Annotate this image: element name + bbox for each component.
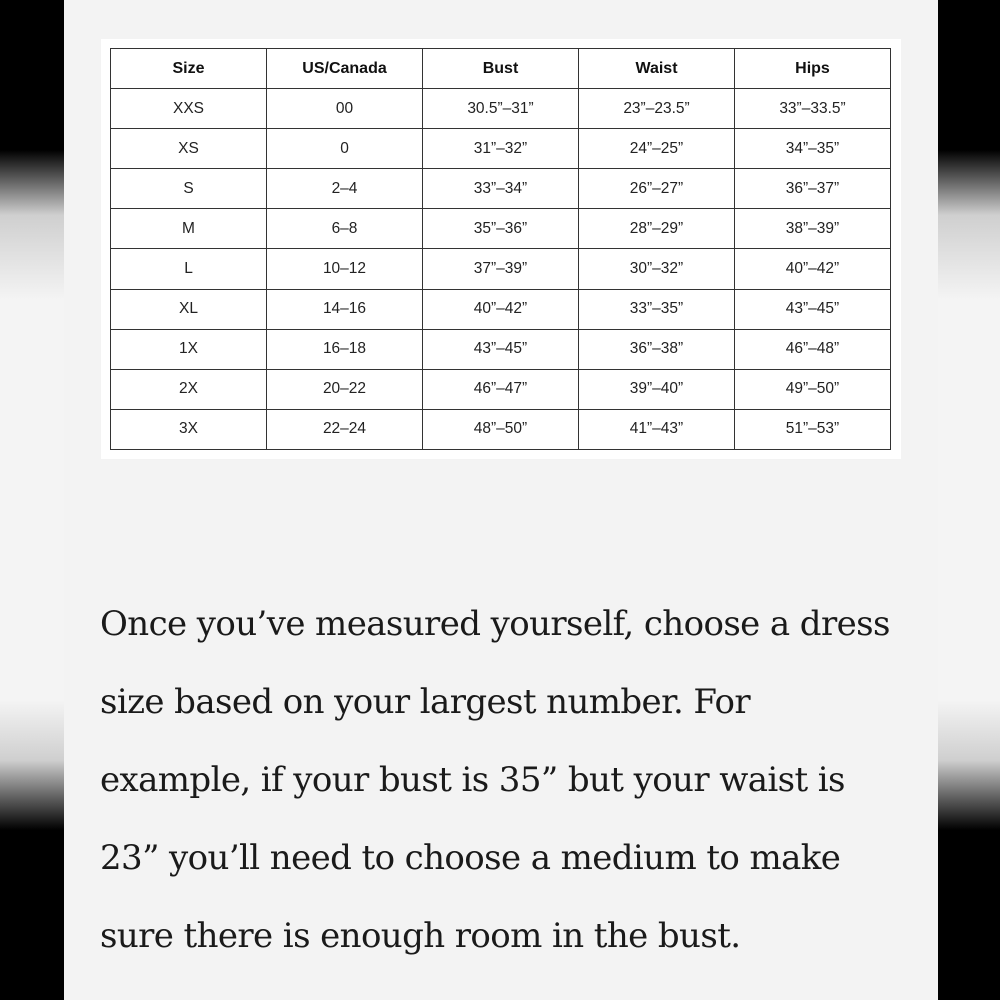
cell-waist: 41”–43” xyxy=(579,409,735,449)
cell-us-canada: 10–12 xyxy=(267,249,423,289)
size-chart-header xyxy=(111,49,891,89)
cell-hips: 33”–33.5” xyxy=(735,89,891,129)
cell-us-canada: 14–16 xyxy=(267,289,423,329)
size-chart-body xyxy=(111,89,891,450)
table-row xyxy=(111,209,891,249)
header-row xyxy=(111,49,891,89)
cell-waist: 23”–23.5” xyxy=(579,89,735,129)
cell-us-canada: 00 xyxy=(267,89,423,129)
cell-size: 1X xyxy=(111,329,267,369)
cell-bust: 33”–34” xyxy=(423,169,579,209)
cell-size: 2X xyxy=(111,369,267,409)
cell-us-canada: 20–22 xyxy=(267,369,423,409)
cell-size: 3X xyxy=(111,409,267,449)
table-row xyxy=(111,169,891,209)
cell-bust: 35”–36” xyxy=(423,209,579,249)
cell-hips: 36”–37” xyxy=(735,169,891,209)
cell-us-canada: 6–8 xyxy=(267,209,423,249)
cell-waist: 30”–32” xyxy=(579,249,735,289)
cell-size: XL xyxy=(111,289,267,329)
header-waist: Waist xyxy=(579,49,735,89)
sizing-advice-paragraph: Once you’ve measured yourself, choose a dress size based on your largest number. For example, if your bust is 35” but your waist is 23” you’ll need to choose a medium to make sure there is enough room in the bust. xyxy=(100,604,890,956)
cell-bust: 37”–39” xyxy=(423,249,579,289)
size-chart-card xyxy=(101,39,901,459)
cell-size: XXS xyxy=(111,89,267,129)
cell-hips: 40”–42” xyxy=(735,249,891,289)
cell-size: S xyxy=(111,169,267,209)
header-size: Size xyxy=(111,49,267,89)
cell-size: M xyxy=(111,209,267,249)
cell-waist: 28”–29” xyxy=(579,209,735,249)
cell-bust: 48”–50” xyxy=(423,409,579,449)
header-bust: Bust xyxy=(423,49,579,89)
header-us-canada: US/Canada xyxy=(267,49,423,89)
cell-hips: 43”–45” xyxy=(735,289,891,329)
cell-size: XS xyxy=(111,129,267,169)
cell-waist: 36”–38” xyxy=(579,329,735,369)
cell-bust: 43”–45” xyxy=(423,329,579,369)
cell-us-canada: 22–24 xyxy=(267,409,423,449)
size-chart-table xyxy=(110,48,891,450)
table-row xyxy=(111,89,891,129)
cell-hips: 38”–39” xyxy=(735,209,891,249)
cell-hips: 51”–53” xyxy=(735,409,891,449)
table-row xyxy=(111,329,891,369)
cell-waist: 24”–25” xyxy=(579,129,735,169)
cell-us-canada: 2–4 xyxy=(267,169,423,209)
table-row xyxy=(111,129,891,169)
cell-bust: 46”–47” xyxy=(423,369,579,409)
header-hips: Hips xyxy=(735,49,891,89)
cell-bust: 40”–42” xyxy=(423,289,579,329)
cell-size: L xyxy=(111,249,267,289)
table-row xyxy=(111,249,891,289)
cell-hips: 34”–35” xyxy=(735,129,891,169)
cell-hips: 49”–50” xyxy=(735,369,891,409)
cell-waist: 33”–35” xyxy=(579,289,735,329)
cell-waist: 26”–27” xyxy=(579,169,735,209)
cell-waist: 39”–40” xyxy=(579,369,735,409)
table-row xyxy=(111,409,891,449)
cell-bust: 30.5”–31” xyxy=(423,89,579,129)
cell-hips: 46”–48” xyxy=(735,329,891,369)
table-row xyxy=(111,369,891,409)
cell-us-canada: 16–18 xyxy=(267,329,423,369)
table-row xyxy=(111,289,891,329)
cell-bust: 31”–32” xyxy=(423,129,579,169)
cell-us-canada: 0 xyxy=(267,129,423,169)
content-page xyxy=(64,0,938,1000)
